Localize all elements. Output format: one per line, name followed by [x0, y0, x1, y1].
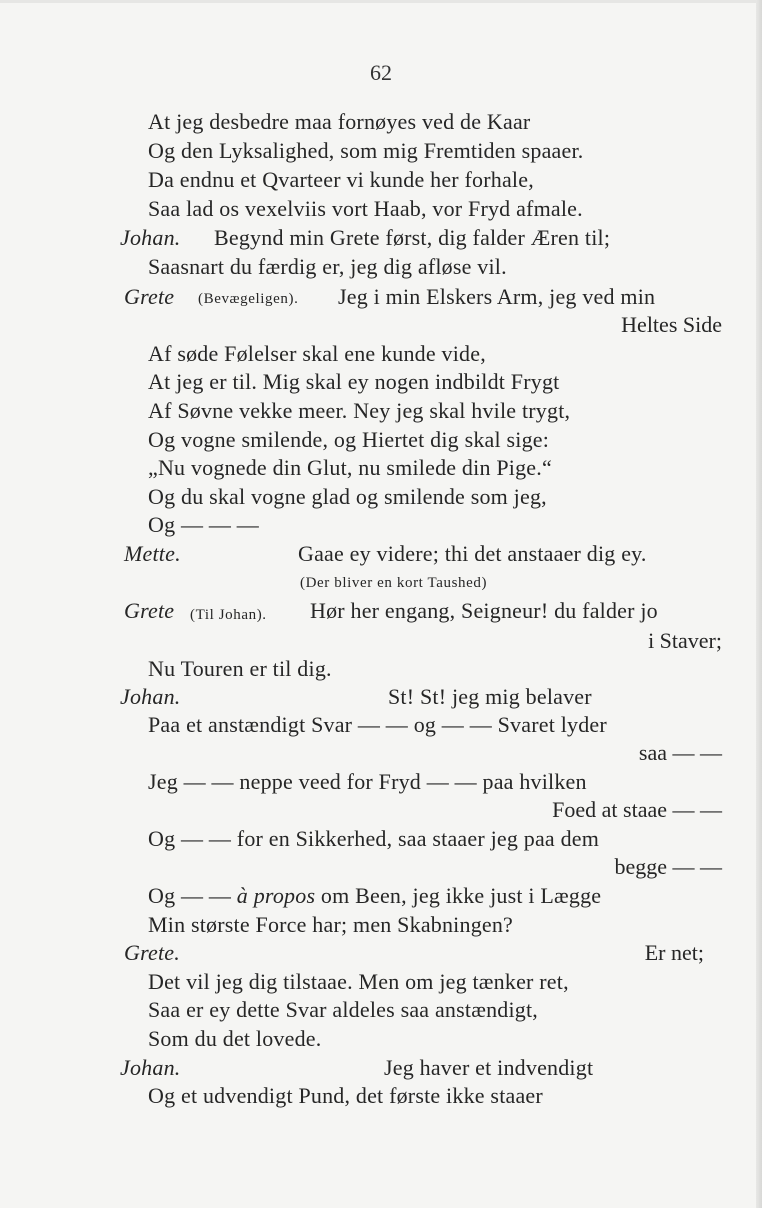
- verse-line: Saa lad os vexelviis vort Haab, vor Fryd afmale.: [148, 196, 583, 221]
- verse-line: Og vogne smilende, og Hiertet dig skal sige:: [148, 427, 550, 452]
- verse-line: „Nu vognede din Glut, nu smilede din Pige.“: [148, 455, 552, 480]
- verse-text: om Been, jeg ikke just i Lægge: [320, 883, 602, 908]
- verse-line: Saa er ey dette Svar aldeles saa anstændigt,: [148, 997, 539, 1022]
- verse-line: Nu Touren er til dig.: [148, 656, 332, 681]
- verse-line: Saasnart du færdig er, jeg dig afløse vil.: [148, 254, 507, 279]
- verse-continuation: i Staver;: [648, 628, 722, 653]
- speaker-name: Johan.: [120, 684, 181, 709]
- speaker-name: Johan.: [120, 1055, 181, 1080]
- page-number: 62: [370, 60, 392, 85]
- verse-continuation: Foed at staae — —: [552, 797, 722, 822]
- verse-text: Og — —: [148, 883, 232, 908]
- page-top-edge: [0, 0, 762, 3]
- verse-line: Min største Force har; men Skabningen?: [148, 912, 514, 937]
- verse-line: Af søde Følelser skal ene kunde vide,: [148, 341, 486, 366]
- page-right-edge: [756, 0, 762, 1208]
- verse-continuation: saa — —: [638, 740, 722, 765]
- verse-line: Er net;: [644, 940, 704, 965]
- italic-phrase: à propos: [236, 883, 316, 908]
- verse-line: Og et udvendigt Pund, det første ikke staaer: [148, 1083, 543, 1108]
- speaker-name: Mette.: [124, 541, 181, 566]
- verse-line: At jeg er til. Mig skal ey nogen indbildt Frygt: [148, 369, 560, 394]
- verse-line: Begynd min Grete først, dig falder Æren til;: [214, 225, 611, 250]
- verse-line: Paa et anstændigt Svar — — og — — Svaret lyder: [148, 712, 607, 737]
- verse-line: Hør her engang, Seigneur! du falder jo: [310, 598, 658, 623]
- verse-line: Og du skal vogne glad og smilende som jeg,: [148, 484, 547, 509]
- verse-line: Som du det lovede.: [148, 1026, 322, 1051]
- verse-line: [148, 882, 601, 910]
- verse-continuation: begge — —: [614, 854, 722, 879]
- verse-line: Og — — —: [148, 512, 259, 537]
- stage-direction: (Der bliver en kort Taushed): [300, 575, 488, 591]
- stage-direction: (Bevægeligen).: [198, 291, 299, 307]
- verse-line: Det vil jeg dig tilstaae. Men om jeg tænker ret,: [148, 969, 569, 994]
- verse-line: Og den Lyksalighed, som mig Fremtiden spaaer.: [148, 138, 584, 163]
- verse-line: St! St! jeg mig belaver: [388, 684, 592, 709]
- speaker-name: Grete: [124, 284, 175, 309]
- verse-line: Jeg — — neppe veed for Fryd — — paa hvilken: [148, 769, 587, 794]
- stage-direction: (Til Johan).: [190, 607, 267, 623]
- verse-line: Jeg i min Elskers Arm, jeg ved min: [338, 284, 656, 309]
- verse-line: Og — — for en Sikkerhed, saa staaer jeg paa dem: [148, 826, 600, 851]
- speaker-name: Grete.: [124, 940, 180, 965]
- verse-line: Gaae ey videre; thi det anstaaer dig ey.: [298, 541, 647, 566]
- speaker-name: Grete: [124, 598, 175, 623]
- speaker-name: Johan.: [120, 225, 181, 250]
- verse-line: Da endnu et Qvarteer vi kunde her forhale,: [148, 167, 534, 192]
- verse-line: Jeg haver et indvendigt: [384, 1055, 594, 1080]
- verse-continuation: Heltes Side: [621, 312, 722, 337]
- verse-line: At jeg desbedre maa fornøyes ved de Kaar: [148, 109, 531, 134]
- verse-line: Af Søvne vekke meer. Ney jeg skal hvile trygt,: [148, 398, 571, 423]
